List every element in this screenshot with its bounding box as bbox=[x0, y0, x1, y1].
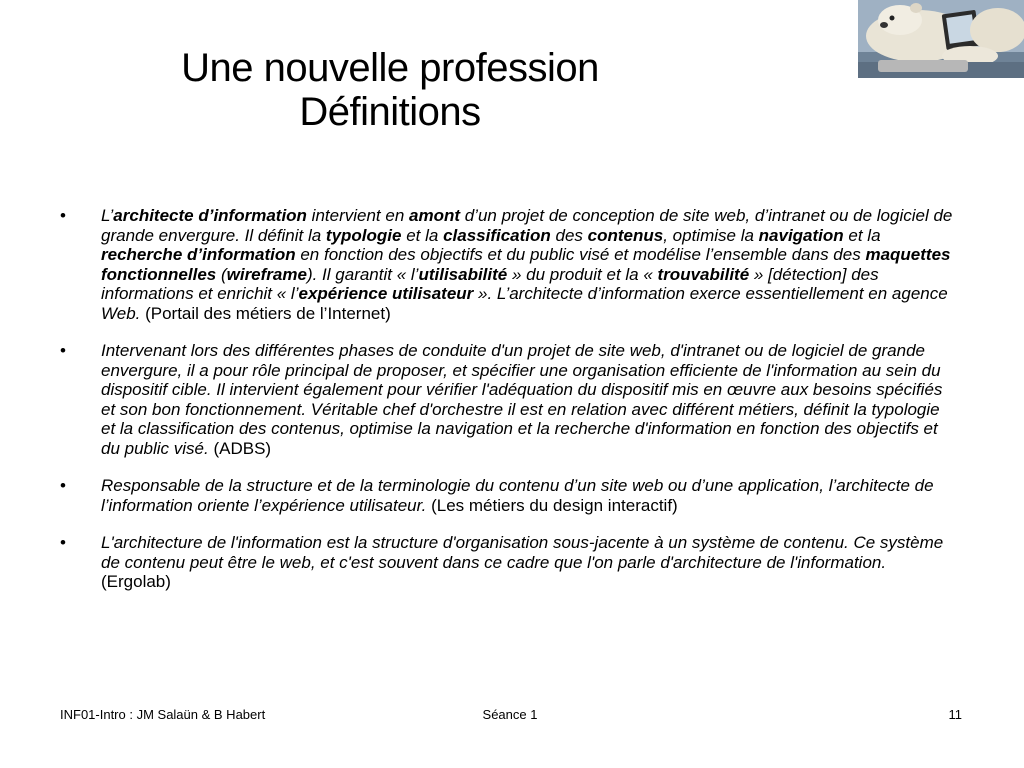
definition-text: Intervenant lors des différentes phases de conduite d'un projet de site web, d'intranet ou de logiciel de grande envergure, il a pour rôle principal de proposer, et spécifier une organisation efficiente de l'information au sein du dispositif cible. Il intervient également pour vérifier l'adéquation du dispositif mis en œuvre aux besoins spécifiés et son bon fonctionnement. Véritable chef d'orchestre il est en relation avec différent métiers, définit la typologie et la classification des contenus, optimise la navigation et la recherche d'information en fonction des objectifs et du public visé. bbox=[101, 341, 943, 458]
bullet-list bbox=[60, 206, 955, 610]
bullet-item-3 bbox=[60, 476, 955, 515]
bullet-text bbox=[101, 206, 955, 323]
bullet-marker: • bbox=[60, 476, 66, 495]
key-term: navigation bbox=[758, 225, 844, 245]
bullet-text bbox=[101, 533, 955, 592]
definition-text: Responsable de la structure et de la terminologie du contenu d’un site web ou d’une application, l’architecte de l’information oriente l’expérience utilisateur. bbox=[101, 476, 934, 515]
definition-text: intervient en bbox=[306, 206, 409, 225]
definition-text: en fonction des objectifs et du public visé et modélise l’ensemble dans des bbox=[295, 245, 866, 264]
key-term: maquettes fonctionnelles bbox=[101, 245, 951, 284]
bullet-item-4 bbox=[60, 533, 955, 592]
key-term: classification bbox=[443, 225, 551, 245]
bullet-marker: • bbox=[60, 533, 66, 552]
key-term: contenus bbox=[587, 225, 664, 245]
bullet-marker: • bbox=[60, 341, 66, 360]
key-term: expérience utilisateur bbox=[298, 284, 474, 303]
key-term: wireframe bbox=[226, 264, 307, 284]
slide-title-line-2: Définitions bbox=[299, 90, 481, 134]
definition-text: L'architecture de l'information est la structure d'organisation sous-jacente à un système de contenu. Ce système de contenu peut être le web, et c'est souvent dans ce cadre que l'on parle d'architecture de l'information. bbox=[101, 533, 944, 572]
key-term: architecte d’information bbox=[113, 206, 307, 225]
definition-text: ( bbox=[216, 264, 227, 284]
source-citation: (Les métiers du design interactif) bbox=[426, 495, 678, 515]
definition-text: » [détection] des informations et enrichit « l’ bbox=[101, 264, 879, 303]
definition-text: et la bbox=[843, 225, 881, 245]
slide-title bbox=[100, 46, 680, 134]
bullet-text bbox=[101, 341, 955, 458]
definition-text: d’un projet de conception de site web, d’intranet ou de logiciel de grande envergure. Il définit la bbox=[101, 206, 953, 245]
key-term: typologie bbox=[325, 225, 402, 245]
slide-title-line-1: Une nouvelle profession bbox=[181, 46, 599, 90]
bullet-item-2 bbox=[60, 341, 955, 458]
bullet-marker: • bbox=[60, 206, 66, 225]
definition-text: L’ bbox=[101, 206, 114, 225]
source-citation: (ADBS) bbox=[208, 438, 272, 458]
definition-text: , optimise la bbox=[663, 225, 759, 245]
definition-text: et la bbox=[401, 225, 444, 245]
bullet-item-1 bbox=[60, 206, 955, 323]
key-term: recherche d’information bbox=[101, 245, 296, 264]
definition-text: ). Il garantit « l’ bbox=[306, 264, 419, 284]
definition-text: ». L’architecte d’information exerce essentiellement en agence Web. bbox=[101, 284, 948, 323]
key-term: trouvabilité bbox=[657, 264, 750, 284]
footer-author: INF01-Intro : JM Salaün & B Habert bbox=[60, 707, 266, 722]
source-citation: (Portail des métiers de l’Internet) bbox=[140, 303, 391, 323]
bullet-text bbox=[101, 476, 955, 515]
key-term: utilisabilité bbox=[418, 264, 508, 284]
source-citation: (Ergolab) bbox=[101, 572, 171, 591]
definition-text: » du produit et la « bbox=[507, 264, 658, 284]
definition-text: des bbox=[550, 225, 588, 245]
key-term: amont bbox=[409, 206, 460, 225]
polar-bear-with-laptop-photo-icon bbox=[858, 0, 1024, 78]
footer-page-number: 11 bbox=[948, 707, 962, 722]
footer-session: Séance 1 bbox=[482, 707, 538, 722]
